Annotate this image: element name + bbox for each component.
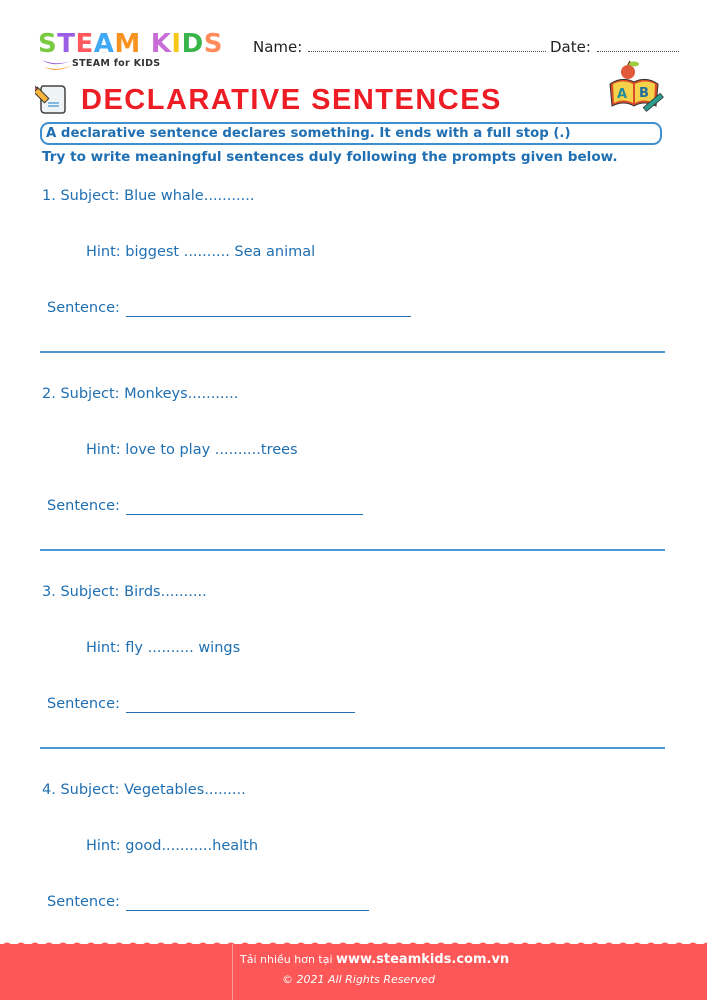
steam-kids-logo <box>38 30 238 75</box>
logo-letter: A <box>93 29 115 59</box>
logo-letter: I <box>171 29 182 59</box>
logo-letter: M <box>114 29 141 59</box>
name-field[interactable] <box>253 38 546 56</box>
pencil-paper-icon <box>35 80 71 116</box>
logo-letter: K <box>150 29 172 59</box>
question-subject: 2. Subject: Monkeys........... <box>42 386 239 402</box>
answer-continuation-line[interactable] <box>40 351 665 353</box>
definition-box: A declarative sentence declares something. It ends with a full stop (.) <box>40 122 662 145</box>
logo-wordmark <box>38 30 223 58</box>
question-subject: 4. Subject: Vegetables......... <box>42 782 246 798</box>
svg-text:B: B <box>639 86 649 101</box>
question-hint: Hint: biggest .......... Sea animal <box>86 244 316 260</box>
footer <box>0 944 707 1000</box>
svg-text:A: A <box>617 87 628 102</box>
sentence-answer-line[interactable] <box>126 910 369 911</box>
question-subject: 3. Subject: Birds.......... <box>42 584 207 600</box>
sentence-label: Sentence: <box>47 894 120 910</box>
footer-divider <box>232 944 233 1000</box>
sentence-answer-line[interactable] <box>126 712 355 713</box>
answer-continuation-line[interactable] <box>40 549 665 551</box>
footer-website-link[interactable]: www.steamkids.com.vn <box>336 952 510 967</box>
worksheet-title: DECLARATIVE SENTENCES <box>81 84 502 116</box>
question-1 <box>0 188 707 378</box>
logo-letter: E <box>75 29 94 59</box>
footer-copyright: © 2021 All Rights Reserved <box>282 973 436 986</box>
abc-book-icon <box>604 60 666 116</box>
logo-tagline: STEAM for KIDS <box>72 58 161 69</box>
sentence-answer-line[interactable] <box>126 514 363 515</box>
logo-swoosh-icon <box>40 58 76 74</box>
question-2 <box>0 386 707 576</box>
logo-letter: S <box>203 29 223 59</box>
date-field[interactable] <box>550 38 679 56</box>
question-subject: 1. Subject: Blue whale........... <box>42 188 255 204</box>
question-hint: Hint: fly .......... wings <box>86 640 241 656</box>
question-hint: Hint: love to play ..........trees <box>86 442 298 458</box>
footer-prefix: Tải nhiều hơn tại <box>240 953 337 966</box>
date-dotted-line[interactable] <box>597 39 679 52</box>
name-dotted-line[interactable] <box>308 39 546 52</box>
logo-letter: D <box>181 29 204 59</box>
sentence-label: Sentence: <box>47 300 120 316</box>
sentence-answer-line[interactable] <box>126 316 411 317</box>
logo-letter: S <box>38 29 58 59</box>
name-label: Name: <box>253 38 303 56</box>
footer-website-line <box>240 952 509 967</box>
logo-letter: T <box>57 29 76 59</box>
question-hint: Hint: good...........health <box>86 838 259 854</box>
date-label: Date: <box>550 38 591 56</box>
question-3 <box>0 584 707 774</box>
instruction-text: Try to write meaningful sentences duly following the prompts given below. <box>42 149 618 165</box>
answer-continuation-line[interactable] <box>40 747 665 749</box>
sentence-label: Sentence: <box>47 696 120 712</box>
sentence-label: Sentence: <box>47 498 120 514</box>
